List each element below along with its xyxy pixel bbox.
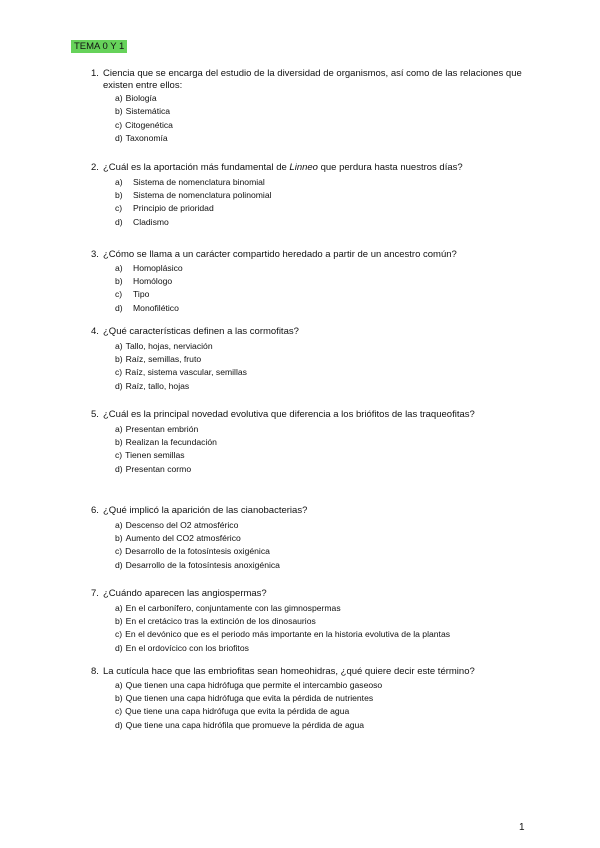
question-number: 2. xyxy=(91,162,99,173)
option: c) Principio de prioridad xyxy=(115,203,214,214)
option: a) Biología xyxy=(115,93,157,103)
option: c) Citogenética xyxy=(115,119,173,130)
option: a) En el carbonífero, conjuntamente con las gimnospermas xyxy=(115,602,341,613)
option: a) Homoplásico xyxy=(115,262,183,273)
option: d) Cladismo xyxy=(115,216,169,227)
question-text: ¿Qué implicó la aparición de las cianobacterias? xyxy=(103,505,308,516)
question-3 xyxy=(91,249,523,315)
option: c) Tienen semillas xyxy=(115,450,185,461)
question-8 xyxy=(91,666,513,732)
question-6 xyxy=(91,505,523,572)
option: b) Que tienen una capa hidrófuga que evita la pérdida de nutrientes xyxy=(115,692,374,703)
option: c) Desarrollo de la fotosíntesis oxigénica xyxy=(115,546,270,557)
option: a) Que tienen una capa hidrófuga que permite el intercambio gaseoso xyxy=(115,679,383,690)
option: d) Taxonomía xyxy=(115,133,168,144)
question-text: ¿Cuál es la principal novedad evolutiva que diferencia a los briófitos de las traqueofitas? xyxy=(103,409,475,420)
question-7 xyxy=(91,588,523,655)
option: c) Que tiene una capa hidrófuga que evita la pérdida de agua xyxy=(115,706,350,717)
option: d) Presentan cormo xyxy=(115,463,192,474)
option: d) En el ordovícico con los briofitos xyxy=(115,642,249,653)
page-number: 1 xyxy=(519,822,525,833)
option: c) En el devónico que es el periodo más importante en la historia evolutiva de la plantas xyxy=(115,629,451,640)
question-number: 6. xyxy=(91,505,99,516)
question-number: 1. xyxy=(91,68,99,79)
option: b) Sistemática xyxy=(115,106,171,117)
option: d) Desarrollo de la fotosíntesis anoxigénica xyxy=(115,559,280,570)
question-4 xyxy=(91,326,523,393)
option: b) Realizan la fecundación xyxy=(115,436,217,447)
question-number: 4. xyxy=(91,326,99,337)
question-text: ¿Cómo se llama a un carácter compartido heredado a partir de un ancestro común? xyxy=(103,249,457,260)
question-text: Ciencia que se encarga del estudio de la diversidad de organismos, así como de las relaciones que existen entre ellos: xyxy=(103,68,522,91)
option: d) Monofilético xyxy=(115,302,179,313)
question-number: 5. xyxy=(91,409,99,420)
question-2 xyxy=(91,162,503,229)
option: b) En el cretácico tras la extinción de los dinosaurios xyxy=(115,615,316,626)
option: c) Tipo xyxy=(115,289,150,300)
option: a) Sistema de nomenclatura binomial xyxy=(115,176,265,187)
option: b) Aumento del CO2 atmosférico xyxy=(115,532,241,543)
question-text: ¿Cuál es la aportación más fundamental de Linneo que perdura hasta nuestros días? xyxy=(103,162,463,173)
question-5 xyxy=(91,409,513,476)
option: b) Raíz, semillas, fruto xyxy=(115,353,202,364)
emphasized-name: Linneo xyxy=(289,162,318,173)
question-number: 7. xyxy=(91,588,99,599)
option: c) Raíz, sistema vascular, semillas xyxy=(115,367,247,378)
option: d) Raíz, tallo, hojas xyxy=(115,380,190,391)
question-number: 8. xyxy=(91,666,99,677)
option: a) Tallo, hojas, nerviación xyxy=(115,340,213,351)
question-text: ¿Qué características definen a las cormofitas? xyxy=(103,326,299,337)
question-1 xyxy=(91,68,523,146)
question-text: La cutícula hace que las embriofitas sean homeohidras, ¿qué quiere decir este término? xyxy=(103,666,475,677)
section-title: TEMA 0 Y 1 xyxy=(71,40,127,53)
option: b) Homólogo xyxy=(115,275,173,286)
option: a) Presentan embrión xyxy=(115,423,199,434)
question-number: 3. xyxy=(91,249,99,260)
option: a) Descenso del O2 atmosférico xyxy=(115,519,239,530)
option: b) Sistema de nomenclatura polinomial xyxy=(115,189,272,200)
question-text: ¿Cuándo aparecen las angiospermas? xyxy=(103,588,267,599)
option: d) Que tiene una capa hidrófila que promueve la pérdida de agua xyxy=(115,719,365,730)
